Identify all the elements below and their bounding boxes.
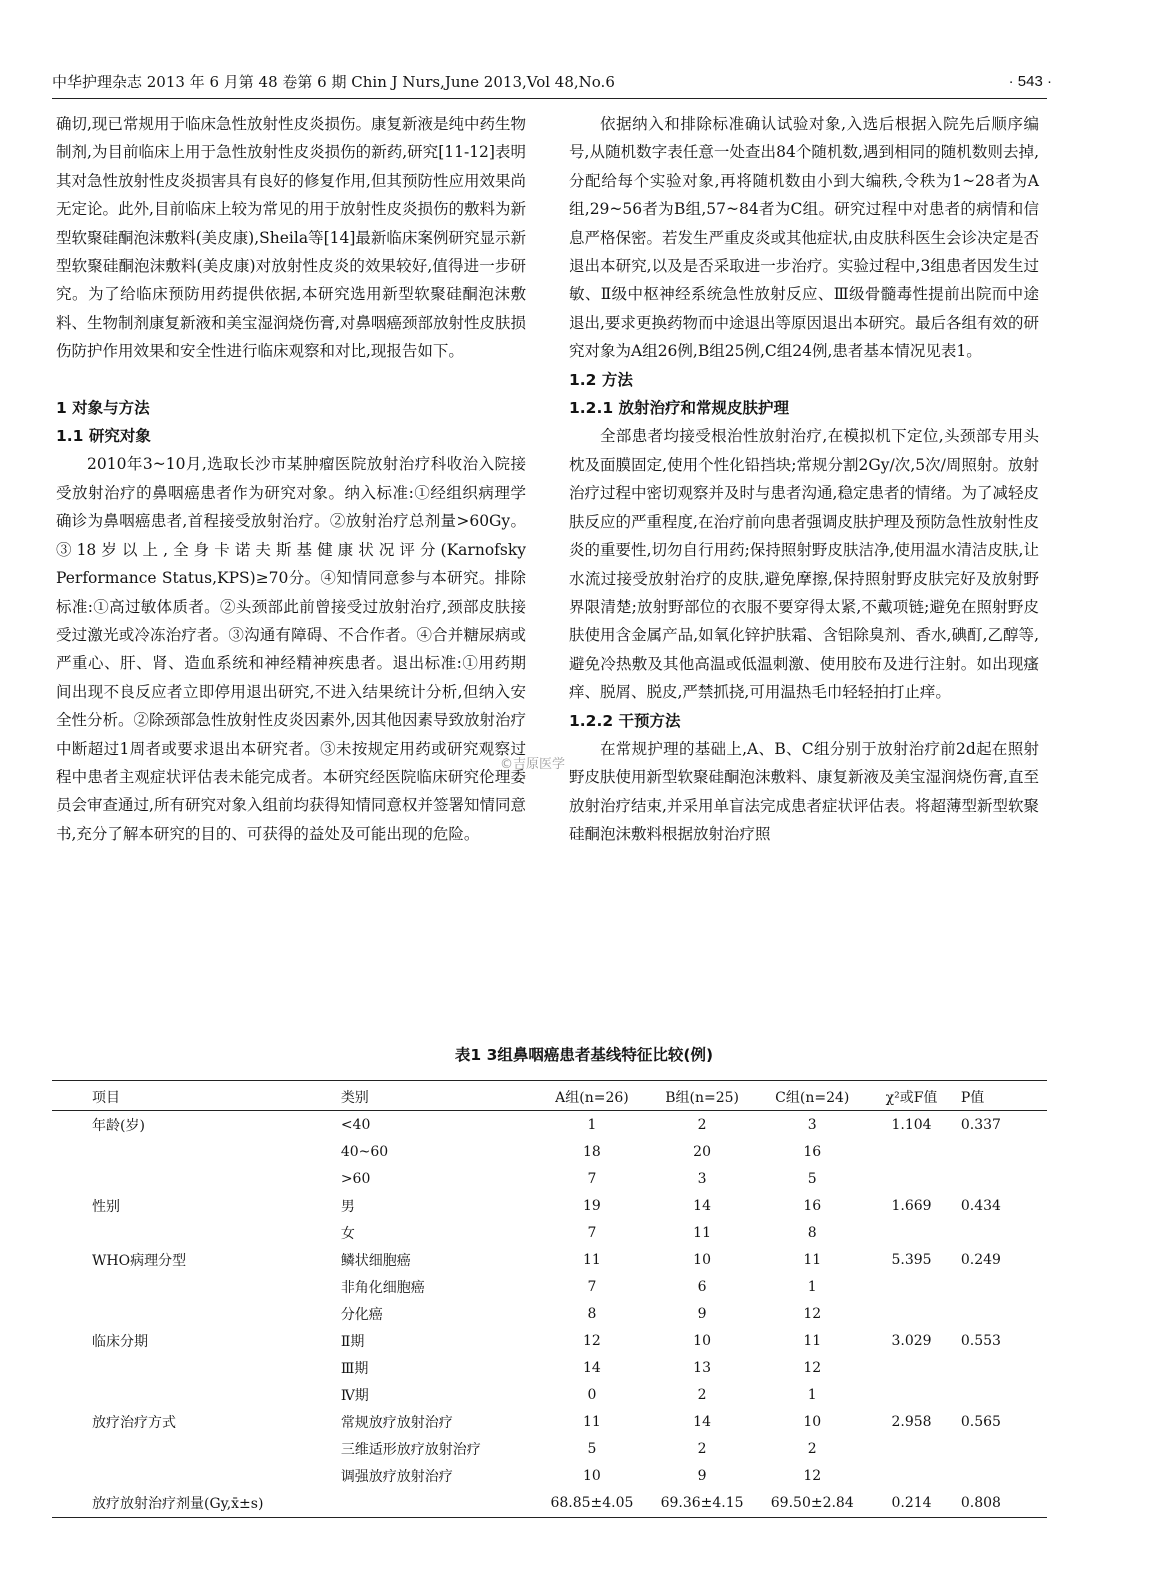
- table-cell: 0.553: [960, 1332, 1001, 1349]
- radiotherapy-paragraph: 全部患者均接受根治性放射治疗,在模拟机下定位,头颈部专用头枕及面膜固定,使用个性化铅挡块;常规分割2Gy/次,5次/周照射。放射治疗过程中密切观察并及时与患者沟通,稳定患者的情绪。为了减轻皮肤反应的严重程度,在治疗前向患者强调皮肤护理及预防急性放射性皮炎的重要性,切勿自行用药;保持照射野皮肤洁净,使用温水清洁皮肤,让水流过接受放射治疗的皮肤,避免摩擦,保持照射野皮肤完好及放射野界限清楚;放射野部位的衣服不要穿得太紧,不戴项链;避免在照射野皮肤使用含金属产品,如氧化锌护肤霜、含铝除臭剂、香水,碘酊,乙醇等,避免冷热敷及其他高温或低温刺激、使用胶布及进行注射。如出现瘙痒、脱屑、脱皮,严禁抓挠,可用温热毛巾轻轻拍打止痒。: [569, 427, 1039, 702]
- table-cell: 0: [587, 1386, 597, 1403]
- table-cell: 分化癌: [340, 1306, 383, 1323]
- table-cell: 0.249: [960, 1251, 1001, 1268]
- table-cell: 1: [807, 1278, 817, 1295]
- table-cell: 年龄(岁): [92, 1117, 145, 1134]
- table-cell: [957, 1300, 1047, 1327]
- table-cell: Ⅱ期: [340, 1333, 365, 1350]
- table-cell: 10: [693, 1332, 711, 1349]
- table-cell: 5: [807, 1170, 817, 1187]
- table-cell: 调强放疗放射治疗: [340, 1468, 453, 1485]
- table-cell: 11: [803, 1251, 822, 1268]
- table-row: [52, 1165, 1047, 1192]
- table-cell: 9: [697, 1467, 707, 1484]
- table-header-cell: 项目: [52, 1083, 341, 1111]
- table-cell: [957, 1381, 1047, 1408]
- table-cell: 10: [693, 1251, 711, 1268]
- table-cell: 11: [583, 1413, 601, 1430]
- table-cell: [52, 1219, 341, 1246]
- table-cell: 2: [807, 1440, 817, 1457]
- table-cell: 12: [803, 1467, 822, 1484]
- journal-citation: 中华护理杂志 2013 年 6 月第 48 卷第 6 期 Chin J Nurs,June 2013,Vol 48,No.6: [52, 73, 615, 91]
- table-cell: 女: [340, 1225, 355, 1242]
- table-cell: [866, 1381, 957, 1408]
- table-cell: 2: [697, 1116, 707, 1133]
- table-cell: 12: [803, 1359, 822, 1376]
- table-cell: 14: [693, 1413, 711, 1430]
- right-column: [569, 110, 1039, 849]
- table-cell: 11: [803, 1332, 822, 1349]
- table-cell: 0.337: [960, 1116, 1001, 1133]
- table-cell: 8: [587, 1305, 597, 1322]
- table-cell: 0.565: [960, 1413, 1001, 1430]
- table-header-row: [52, 1083, 1047, 1111]
- table-cell: 2.958: [891, 1413, 932, 1430]
- table-cell: 常规放疗放射治疗: [340, 1414, 453, 1431]
- section-heading-1: 1 对象与方法: [56, 398, 150, 417]
- table-cell: 5: [587, 1440, 597, 1457]
- table-cell: 1.669: [891, 1197, 932, 1214]
- table-cell: <40: [340, 1116, 371, 1133]
- header-rule: [52, 98, 1047, 99]
- table-cell: 20: [693, 1143, 711, 1160]
- table-cell: 19: [583, 1197, 601, 1214]
- baseline-table: [52, 1083, 1047, 1516]
- table-cell: [52, 1435, 341, 1462]
- left-column: [56, 110, 526, 848]
- table-cell: [52, 1138, 341, 1165]
- table-row: [52, 1192, 1047, 1219]
- table-cell: [866, 1435, 957, 1462]
- table-cell: [957, 1354, 1047, 1381]
- table-bottom-rule: [52, 1517, 1047, 1518]
- table-cell: 16: [803, 1143, 822, 1160]
- subjects-paragraph: 2010年3~10月,选取长沙市某肿瘤医院放射治疗科收治入院接受放射治疗的鼻咽癌患者作为研究对象。纳入标准:①经组织病理学确诊为鼻咽癌患者,首程接受放射治疗。②放射治疗总剂量>60Gy。③18岁以上,全身卡诺夫斯基健康状况评分(Karnofsky Performance Status,KPS)≥70分。④知情同意参与本研究。排除标准:①高过敏体质者。②头颈部此前曾接受过放射治疗,颈部皮肤接受过激光或冷冻治疗者。③沟通有障碍、不合作者。④合并糖尿病或严重心、肝、肾、造血系统和神经精神疾患者。退出标准:①用药期间出现不良反应者立即停用退出研究,不进入结果统计分析,但纳入安全性分析。②除颈部急性放射性皮炎因素外,因其他因素导致放射治疗中断超过1周者或要求退出本研究者。③未按规定用药或研究观察过程中患者主观症状评估表未能完成者。本研究经医院临床研究伦理委员会审查通过,所有研究对象入组前均获得知情同意权并签署知情同意书,充分了解本研究的目的、可获得的益处及可能出现的危险。: [56, 455, 526, 843]
- table-header-cell: χ²或F值: [866, 1083, 957, 1111]
- table-cell: 放疗放射治疗剂量(Gy,x̄±s): [92, 1495, 264, 1512]
- table-cell: 13: [693, 1359, 711, 1376]
- table-cell: 临床分期: [92, 1333, 148, 1350]
- table-cell: [957, 1273, 1047, 1300]
- intervention-paragraph: 在常规护理的基础上,A、B、C组分别于放射治疗前2d起在照射野皮肤使用新型软聚硅酮泡沫敷料、康复新液及美宝湿润烧伤膏,直至放射治疗结束,并采用单盲法完成患者症状评估表。将超薄型新型软聚硅酮泡沫敷料根据放射治疗照: [569, 739, 1039, 844]
- table-row: [52, 1300, 1047, 1327]
- section-heading-1-2-1: 1.2.1 放射治疗和常规皮肤护理: [569, 399, 790, 418]
- table-cell: [52, 1300, 341, 1327]
- section-heading-1-2: 1.2 方法: [569, 370, 633, 389]
- table-cell: 6: [697, 1278, 707, 1295]
- intro-paragraph: 确切,现已常规用于临床急性放射性皮炎损伤。康复新液是纯中药生物制剂,为目前临床上用于急性放射性皮炎损伤的新药,研究[11-12]表明其对急性放射性皮炎损害具有良好的修复作用,但其预防性应用效果尚无定论。此外,目前临床上较为常见的用于放射性皮炎损伤的敷料为新型软聚硅酮泡沫敷料(美皮康),Sheila等[14]最新临床案例研究显示新型软聚硅酮泡沫敷料(美皮康)对放射性皮炎的效果较好,值得进一步研究。为了给临床预防用药提供依据,本研究选用新型软聚硅酮泡沫敷料、生物制剂康复新液和美宝湿润烧伤膏,对鼻咽癌颈部放射性皮肤损伤防护作用效果和安全性进行临床观察和对比,现报告如下。: [56, 115, 526, 361]
- table-row: [52, 1219, 1047, 1246]
- table-row: [52, 1381, 1047, 1408]
- table-cell: 0.434: [960, 1197, 1001, 1214]
- table-cell: 69.50±2.84: [770, 1494, 854, 1511]
- table-cell: [957, 1165, 1047, 1192]
- table-header-cell: C组(n=24): [758, 1083, 866, 1111]
- table-header-cell: P值: [957, 1083, 1047, 1111]
- table-cell: 2: [697, 1440, 707, 1457]
- table-cell: [957, 1138, 1047, 1165]
- table-cell: 3: [697, 1170, 707, 1187]
- table-cell: 3.029: [891, 1332, 932, 1349]
- table-header-cell: 类别: [341, 1083, 538, 1111]
- table-cell: 鳞状细胞癌: [340, 1252, 411, 1269]
- table-cell: 性别: [92, 1198, 120, 1215]
- table-cell: 7: [587, 1224, 597, 1241]
- table-cell: [52, 1462, 341, 1489]
- table-row: [52, 1408, 1047, 1435]
- table-cell: >60: [340, 1170, 371, 1187]
- table-cell: 8: [807, 1224, 817, 1241]
- table-cell: [866, 1273, 957, 1300]
- table-cell: 1.104: [891, 1116, 932, 1133]
- table-cell: 16: [803, 1197, 822, 1214]
- table-cell: 69.36±4.15: [660, 1494, 744, 1511]
- table-cell: 40~60: [340, 1143, 389, 1160]
- table-cell: [866, 1219, 957, 1246]
- table-row: [52, 1462, 1047, 1489]
- table-cell: [957, 1219, 1047, 1246]
- table-cell: 9: [697, 1305, 707, 1322]
- table-row: [52, 1273, 1047, 1300]
- table-row: [52, 1246, 1047, 1273]
- table-cell: 三维适形放疗放射治疗: [340, 1441, 481, 1458]
- table-cell: 非角化细胞癌: [340, 1279, 425, 1296]
- table-top-rule: [52, 1080, 1047, 1081]
- table-header-cell: A组(n=26): [538, 1083, 646, 1111]
- table-row: [52, 1489, 1047, 1516]
- page-number: · 543 ·: [1008, 73, 1052, 90]
- table-cell: 1: [807, 1386, 817, 1403]
- table-cell: [52, 1381, 341, 1408]
- table-row: [52, 1111, 1047, 1139]
- table-cell: 7: [587, 1170, 597, 1187]
- table-cell: 12: [583, 1332, 601, 1349]
- table-cell: 0.808: [960, 1494, 1001, 1511]
- table-cell: 10: [583, 1467, 601, 1484]
- table-cell: 放疗治疗方式: [92, 1414, 176, 1431]
- table-cell: [341, 1489, 538, 1516]
- table-cell: [957, 1462, 1047, 1489]
- table-cell: 12: [803, 1305, 822, 1322]
- table-cell: 0.214: [891, 1494, 932, 1511]
- table-cell: 3: [807, 1116, 817, 1133]
- section-heading-1-1: 1.1 研究对象: [56, 427, 151, 446]
- table-row: [52, 1435, 1047, 1462]
- table-cell: [957, 1435, 1047, 1462]
- table-cell: [866, 1462, 957, 1489]
- table-cell: 男: [340, 1198, 355, 1215]
- table-row: [52, 1138, 1047, 1165]
- table-cell: 1: [587, 1116, 597, 1133]
- watermark-text: ©吉原医学: [500, 757, 566, 772]
- table-cell: [52, 1165, 341, 1192]
- table-cell: WHO病理分型: [92, 1252, 187, 1269]
- section-heading-1-2-2: 1.2.2 干预方法: [569, 711, 681, 730]
- table-cell: 68.85±4.05: [550, 1494, 634, 1511]
- table-cell: [866, 1354, 957, 1381]
- table-cell: 10: [803, 1413, 822, 1430]
- table-cell: Ⅲ期: [340, 1360, 369, 1377]
- table-cell: Ⅳ期: [340, 1387, 369, 1404]
- table-row: [52, 1327, 1047, 1354]
- table-cell: 2: [697, 1386, 707, 1403]
- table-cell: 11: [693, 1224, 711, 1241]
- table-header-cell: B组(n=25): [646, 1083, 758, 1111]
- table-cell: 11: [583, 1251, 601, 1268]
- table-cell: 18: [583, 1143, 601, 1160]
- table-cell: [866, 1138, 957, 1165]
- table-cell: [866, 1300, 957, 1327]
- table-cell: [52, 1273, 341, 1300]
- table-caption: 表1 3组鼻咽癌患者基线特征比较(例): [454, 1046, 714, 1064]
- table-row: [52, 1354, 1047, 1381]
- table-cell: [52, 1354, 341, 1381]
- running-header: [52, 70, 1052, 94]
- table-cell: 14: [693, 1197, 711, 1214]
- grouping-paragraph: 依据纳入和排除标准确认试验对象,入选后根据入院先后顺序编号,从随机数字表任意一处查出84个随机数,遇到相同的随机数则去掉,分配给每个实验对象,再将随机数由小到大编秩,令秩为1~28者为A组,29~56者为B组,57~84者为C组。研究过程中对患者的病情和信息严格保密。若发生严重皮炎或其他症状,由皮肤科医生会诊决定是否退出本研究,以及是否采取进一步治疗。实验过程中,3组患者因发生过敏、Ⅱ级中枢神经系统急性放射反应、Ⅲ级骨髓毒性提前出院而中途退出,要求更换药物而中途退出等原因退出本研究。最后各组有效的研究对象为A组26例,B组25例,C组24例,患者基本情况见表1。: [569, 115, 1039, 361]
- table-cell: 5.395: [891, 1251, 932, 1268]
- table-cell: 14: [583, 1359, 601, 1376]
- table-cell: [866, 1165, 957, 1192]
- table-cell: 7: [587, 1278, 597, 1295]
